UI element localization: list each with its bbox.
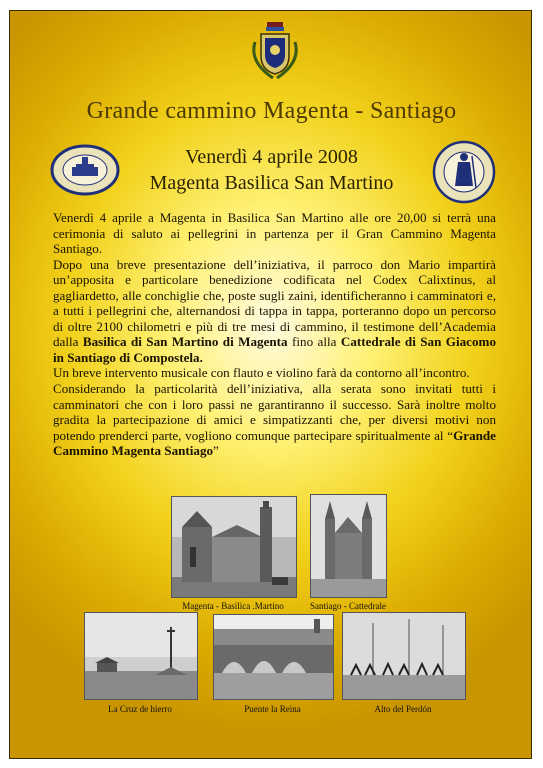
paragraph-blessing: Dopo una breve presentazione dell’iniziativa, il parroco don Mario impartirà un’apposita e particolare benedizione codificata nel Codex Calixtinus, al gagliardetto, alle conchiglie che, poste sugli zaini, identificheranno i camminatori e, a tutti i pellegrini che, alternandosi di tappa in tappa, porteranno dopo un percorso di oltre 2100 chilometri e più di tre mesi di cammino, il testimone dell’Academia dalla Basilica di San Martino di Magenta fino alla Cattedrale di San Giacomo in Santiago di Compostela. (53, 256, 496, 365)
caption-perdon: Alto del Perdón (374, 704, 432, 714)
town-crest-icon (247, 20, 303, 86)
photo-alto-del-perdon (342, 612, 466, 700)
caption-puente: Puente la Reina (244, 704, 301, 714)
paragraph-invitation: Considerando la particolarità dell’iniziativa, alla serata sono invitati tutti i camminatori che con i loro passi ne garantiranno il successo. Sarà inoltre molto gradita la partecipazione di amici e simpatizzanti che, per diversi motivi non potendo prenderci parte, vogliono comunque partecipare spiritualmente al “Grande Cammino Magenta Santiago” (53, 381, 496, 459)
event-place: Magenta Basilica San Martino (149, 172, 394, 194)
caption-cattedrale: Santiago - Cattedrale (310, 601, 386, 611)
photo-basilica (171, 496, 297, 598)
photo-puente-la-reina (213, 614, 334, 700)
paragraph-intro: Venerdì 4 aprile a Magenta in Basilica San Martino alle ore 20,00 si terrà una cerimonia di saluto ai pellegrini in partenza per il Gran Cammino Magenta Santiago. (53, 210, 496, 257)
event-date: Venerdì 4 aprile 2008 (185, 146, 358, 168)
paragraph-music: Un breve intervento musicale con flauto e violino farà da contorno all’incontro. (53, 365, 470, 381)
caption-cruz: La Cruz de hierro (108, 704, 172, 714)
parish-seal-icon (50, 144, 120, 196)
poster-title: Grande cammino Magenta - Santiago (86, 98, 457, 124)
photo-cruz-de-hierro (84, 612, 198, 700)
body-text (53, 210, 496, 459)
photo-cattedrale (310, 494, 387, 598)
caption-basilica: Magenta - Basilica .Martino (182, 601, 284, 611)
pilgrim-seal-icon (432, 140, 496, 204)
